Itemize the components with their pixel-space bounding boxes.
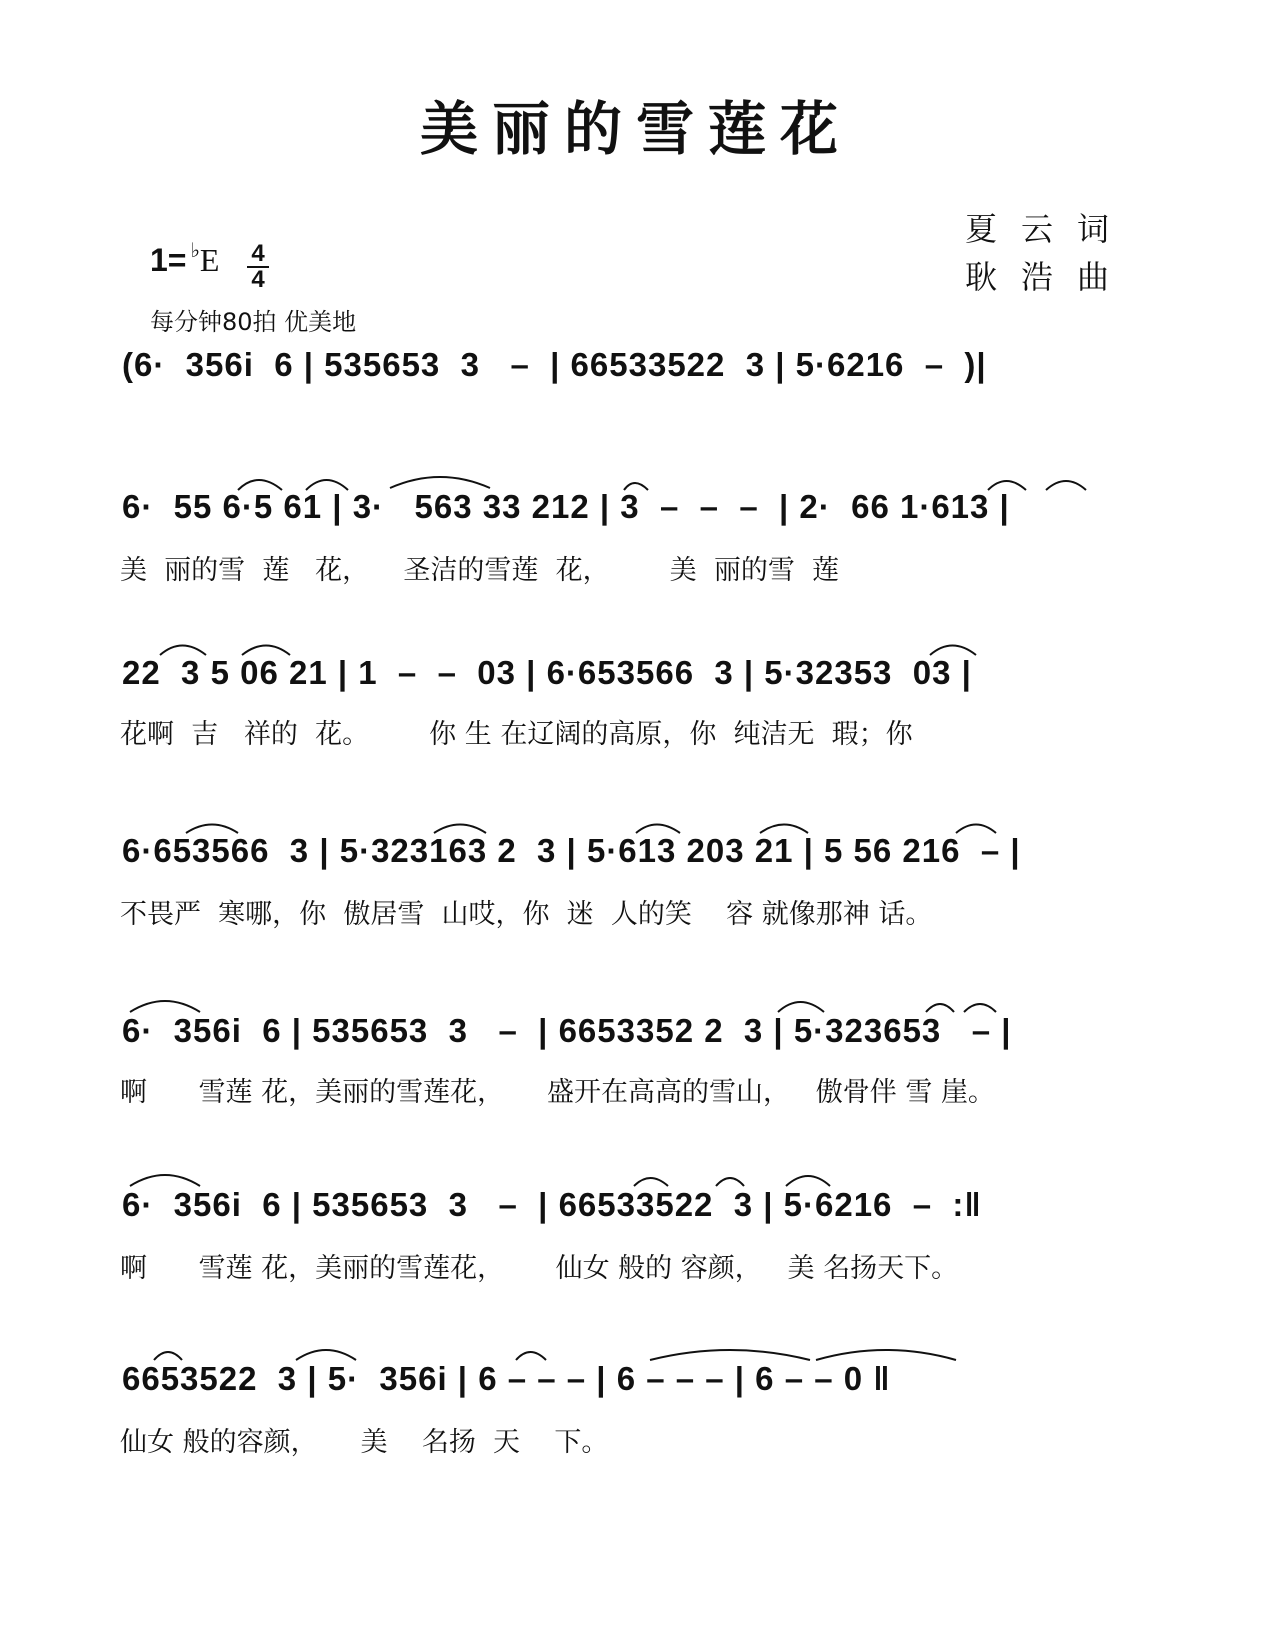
key-flat: ♭ [190, 240, 200, 262]
notation-line-1: 6· 55 6·5 61 | 3· 563 33 212 | 3 – – – | 2· 66 1·613 | [122, 488, 1010, 525]
lyric-line-6: 仙女 般的容颜， 美 名扬 天 下。 [120, 1427, 609, 1458]
tie-arc [1046, 481, 1086, 490]
notation-line-5: 6· 356i 6 | 535653 3 – | 66533522 3 | 5·6216 – :‖ [122, 1186, 982, 1223]
time-bottom: 4 [247, 266, 269, 292]
notation-line-2: 22 3 5 06 21 | 1 – – 03 | 6·653566 3 | 5·32353 03 | [122, 654, 972, 691]
lyric-line-4: 啊 雪莲 花，美丽的雪莲花， 盛开在高高的雪山， 傲骨伴 雪 崖。 [120, 1077, 995, 1108]
lyric-line-2: 花啊 吉 祥的 花。 你 生 在辽阔的高原，你 纯洁无 瑕；你 [120, 719, 913, 750]
key-note: E [199, 242, 220, 278]
time-top: 4 [251, 240, 265, 267]
notation-line-intro: (6· 356i 6 | 535653 3 – | 66533522 3 | 5·6216 – )| [122, 346, 987, 383]
lyric-line-3: 不畏严 寒哪，你 傲居雪 山哎，你 迷 人的笑 容 就像那神 话。 [120, 899, 933, 930]
notation-line-4: 6· 356i 6 | 535653 3 – | 6653352 2 3 | 5·323653 – | [122, 1012, 1012, 1049]
song-title: 美丽的雪莲花 [419, 95, 852, 163]
composer-credit: 耿浩曲 [965, 258, 1134, 296]
lyricist-credit: 夏云词 [965, 210, 1134, 248]
lyric-line-5: 啊 雪莲 花，美丽的雪莲花， 仙女 般的 容颜， 美 名扬天下。 [120, 1253, 959, 1284]
time-signature [247, 242, 269, 292]
key-signature [150, 242, 219, 279]
notation-line-3: 6·653566 3 | 5·323163 2 3 | 5·613 203 21 | 5 56 216 – | [122, 832, 1021, 869]
key-prefix: 1= [150, 242, 187, 278]
lyric-line-1: 美 丽的雪 莲 花， 圣洁的雪莲 花， 美 丽的雪 莲 [120, 555, 839, 586]
tempo-marking: 每分钟80拍 优美地 [150, 308, 357, 336]
notation-line-6: 6653522 3 | 5· 356i | 6 – – – | 6 – – – | 6 – – 0 ‖ [122, 1360, 891, 1397]
